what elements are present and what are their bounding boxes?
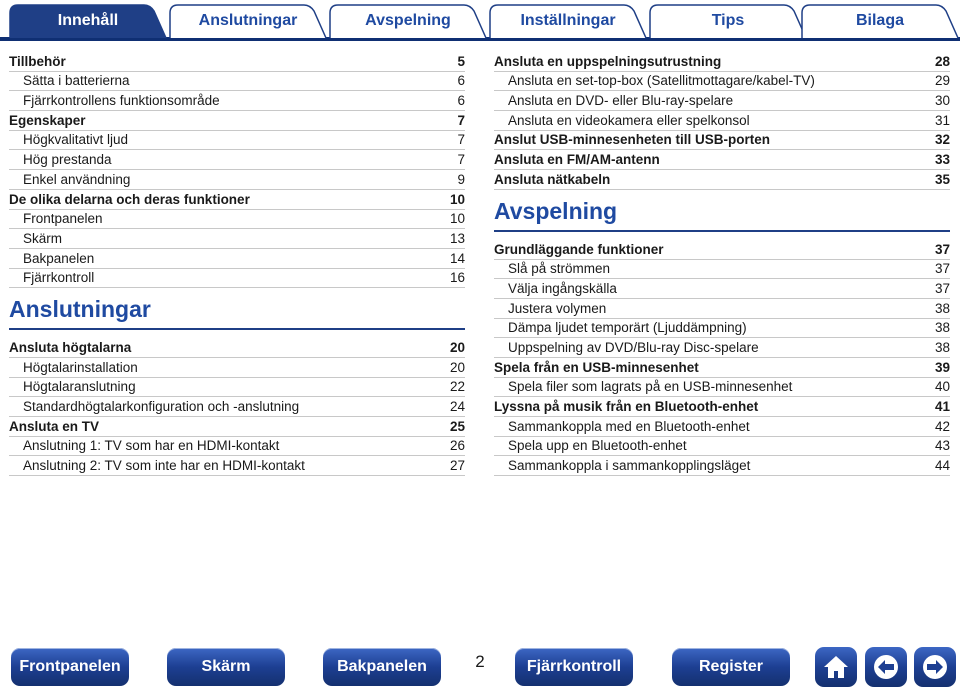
toc-entry-page: 16 — [449, 270, 465, 286]
toc-entry-skarm[interactable] — [9, 229, 465, 249]
toc-entry-uppspelning-av-dvd-blu-ray-disc-spelare[interactable] — [494, 338, 950, 358]
tab-label: Inställningar — [520, 11, 616, 29]
toc-entry-label: Hög prestanda — [23, 152, 112, 168]
toc-entry-ansluta-natkabeln[interactable] — [494, 170, 950, 190]
tab-label: Innehåll — [57, 11, 119, 29]
toc-entry-page: 38 — [934, 300, 950, 316]
toc-entry-page: 28 — [934, 53, 950, 69]
nav-button-frontpanelen[interactable]: Frontpanelen — [11, 648, 129, 686]
toc-entry-page: 20 — [449, 359, 465, 375]
toc-entry-label: De olika delarna och deras funktioner — [9, 191, 250, 207]
toc-entry-label: Ansluta en FM/AM-antenn — [494, 152, 660, 168]
toc-entry-fjarrkontroll[interactable] — [9, 269, 465, 289]
toc-entry-label: Spela från en USB-minnesenhet — [494, 359, 699, 375]
back-button[interactable] — [865, 647, 907, 687]
toc-entry-valja-ingangskalla[interactable] — [494, 279, 950, 299]
toc-entry-page: 39 — [934, 359, 950, 375]
tab-label: Bilaga — [855, 11, 904, 29]
toc-entry-page: 7 — [457, 132, 465, 148]
toc-entry-page: 24 — [449, 399, 465, 414]
nav-button-skarm[interactable]: Skärm — [167, 648, 285, 686]
toc-entry-ansluta-en-tv[interactable] — [9, 417, 465, 437]
toc-entry-spela-filer-som-lagrats-pa-en-usb-minnesenhet[interactable] — [494, 378, 950, 398]
toc-entry-label: Ansluta en videokamera eller spelkonsol — [508, 112, 750, 128]
toc-entry-label: Ansluta en set-top-box (Satellitmottagare/kabel-TV) — [508, 73, 815, 89]
toc-entry-ansluta-en-dvd-eller-blu-ray-spelare[interactable] — [494, 91, 950, 111]
toc-entry-ansluta-hogtalarna[interactable] — [9, 338, 465, 358]
toc-entry-hog-prestanda[interactable] — [9, 150, 465, 170]
toc-entry-label: Sammankoppla med en Bluetooth-enhet — [508, 418, 750, 434]
toc-entry-page: 6 — [457, 73, 465, 89]
toc-entry-label: Anslutning 1: TV som har en HDMI-kontakt — [23, 438, 280, 454]
toc-entry-label: Tillbehör — [9, 53, 66, 69]
toc-entry-label: Spela upp en Bluetooth-enhet — [508, 438, 687, 454]
toc-entry-page: 30 — [934, 93, 950, 109]
toc-entry-label: Fjärrkontroll — [23, 270, 95, 286]
toc-entry-label: Ansluta en DVD- eller Blu-ray-spelare — [508, 93, 734, 109]
toc-entry-hogkvalitativt-ljud[interactable] — [9, 131, 465, 151]
toc-entry-spela-fran-en-usb-minnesenhet[interactable] — [494, 358, 950, 378]
toc-entry-page: 41 — [934, 399, 950, 414]
toc-entry-satta-i-batterierna[interactable] — [9, 72, 465, 92]
toc-entry-label: Fjärrkontrollens funktionsområde — [23, 93, 220, 109]
page-number: 2 — [475, 652, 485, 671]
tab-anslutningar[interactable] — [168, 3, 328, 38]
section-title-anslutningar: Anslutningar — [9, 288, 465, 330]
toc-entry-page: 9 — [457, 171, 465, 187]
toc-entry-page: 44 — [934, 458, 950, 474]
toc-entry-label: Ansluta en uppspelningsutrustning — [494, 53, 722, 69]
toc-right-column — [494, 52, 950, 476]
toc-entry-page: 10 — [449, 191, 465, 207]
toc-entry-label: Sätta i batterierna — [23, 73, 130, 89]
toc-entry-label: Ansluta nätkabeln — [494, 171, 611, 187]
toc-entry-page: 7 — [457, 112, 465, 128]
toc-entry-label: Högkvalitativt ljud — [23, 132, 129, 148]
toc-entry-label: Högtalaranslutning — [23, 379, 136, 395]
toc-entry-page: 37 — [934, 241, 950, 257]
toc-entry-page: 35 — [934, 171, 950, 187]
nav-button-bakpanelen[interactable]: Bakpanelen — [323, 648, 441, 686]
nav-button-fjarrkontroll[interactable]: Fjärrkontroll — [515, 648, 633, 686]
toc-entry-page: 33 — [934, 152, 950, 168]
toc-entry-page: 10 — [449, 211, 465, 227]
toc-entry-label: Egenskaper — [9, 112, 86, 128]
toc-entry-anslut-usb-minnesenheten-till-usb-porten[interactable] — [494, 131, 950, 151]
toc-entry-page: 13 — [449, 230, 465, 246]
toc-entry-fjarrkontrollens-funktionsomrade[interactable] — [9, 91, 465, 111]
toc-entry-page: 32 — [934, 132, 950, 148]
toc-entry-hogtalaranslutning[interactable] — [9, 378, 465, 398]
toc-entry-page: 20 — [449, 339, 465, 355]
toc-entry-tillbehor[interactable] — [9, 52, 465, 72]
toc-entry-enkel-anvandning[interactable] — [9, 170, 465, 190]
tab-avspelning[interactable] — [328, 3, 488, 38]
section-title-avspelning: Avspelning — [494, 190, 950, 232]
toc-entry-page: 14 — [449, 250, 465, 266]
toc-entry-page: 22 — [449, 379, 465, 395]
toc-entry-grundlaggande-funktioner[interactable] — [494, 240, 950, 260]
toc-entry-page: 38 — [934, 320, 950, 336]
toc-entry-page: 6 — [457, 93, 465, 109]
home-button[interactable] — [815, 647, 857, 687]
toc-left-column — [9, 52, 465, 476]
toc-entry-label: Skärm — [23, 230, 63, 246]
nav-button-register[interactable]: Register — [672, 648, 790, 686]
toc-entry-anslutning-1-tv-som-har-en-hdmi-kontakt[interactable] — [9, 437, 465, 457]
toc-entry-page: 5 — [457, 53, 465, 69]
toc-entry-page: 42 — [934, 418, 950, 434]
home-icon — [821, 653, 851, 681]
toc-entry-label: Välja ingångskälla — [508, 280, 617, 296]
toc-entry-ansluta-en-videokamera-eller-spelkonsol[interactable] — [494, 111, 950, 131]
tab-bar — [0, 0, 960, 42]
toc-entry-page: 27 — [449, 458, 465, 474]
toc-entry-ansluta-en-uppspelningsutrustning[interactable] — [494, 52, 950, 72]
toc-entry-page: 26 — [449, 438, 465, 454]
toc-entry-de-olika-delarna-och-deras-funktioner[interactable] — [9, 190, 465, 210]
toc-entry-label: Bakpanelen — [23, 250, 95, 266]
toc-entry-page: 7 — [457, 152, 465, 168]
toc-entry-ansluta-en-fm-am-antenn[interactable] — [494, 150, 950, 170]
tab-innehall[interactable] — [8, 3, 168, 38]
arrow-right-icon — [919, 654, 951, 680]
forward-button[interactable] — [914, 647, 956, 687]
tab-label: Tips — [711, 11, 745, 29]
toc-entry-sammankoppla-med-en-bluetooth-enhet[interactable] — [494, 417, 950, 437]
tab-bilaga[interactable] — [800, 3, 960, 38]
toc-entry-label: Slå på strömmen — [508, 261, 611, 277]
toc-entry-bakpanelen[interactable] — [9, 249, 465, 269]
toc-entry-page: 37 — [934, 261, 950, 277]
toc-entry-label: Spela filer som lagrats på en USB-minnesenhet — [508, 379, 793, 395]
toc-entry-standardhogtalarkonfiguration-och-anslutning[interactable] — [9, 397, 465, 417]
tab-tips[interactable] — [648, 3, 808, 38]
tab-installningar[interactable] — [488, 3, 648, 38]
tab-label: Avspelning — [365, 11, 451, 29]
toc-entry-lyssna-pa-musik-fran-en-bluetooth-enhet[interactable] — [494, 397, 950, 417]
toc-entry-label: Dämpa ljudet temporärt (Ljuddämpning) — [508, 320, 747, 336]
toc-entry-sla-pa-strommen[interactable] — [494, 260, 950, 280]
toc-entry-label: Ansluta högtalarna — [9, 339, 132, 355]
toc-entry-page: 43 — [934, 438, 950, 454]
toc-entry-label: Ansluta en TV — [9, 418, 100, 434]
toc-entry-ansluta-en-set-top-box-satellitmottagare-kabel-tv[interactable] — [494, 72, 950, 92]
toc-entry-label: Justera volymen — [508, 300, 607, 316]
toc-entry-label: Grundläggande funktioner — [494, 241, 664, 257]
toc-entry-label: Högtalarinstallation — [23, 359, 138, 375]
toc-entry-frontpanelen[interactable] — [9, 210, 465, 230]
toc-entry-label: Enkel användning — [23, 171, 131, 187]
toc-entry-page: 29 — [934, 73, 950, 89]
toc-entry-page: 25 — [449, 418, 465, 434]
toc-entry-label: Frontpanelen — [23, 211, 103, 227]
toc-entry-label: Anslutning 2: TV som inte har en HDMI-kontakt — [23, 458, 305, 474]
toc-entry-sammankoppla-i-sammankopplingslaget[interactable] — [494, 456, 950, 476]
toc-entry-hogtalarinstallation[interactable] — [9, 358, 465, 378]
toc-entry-egenskaper[interactable] — [9, 111, 465, 131]
toc-entry-anslutning-2-tv-som-inte-har-en-hdmi-kontakt[interactable] — [9, 456, 465, 476]
toc-entry-label: Sammankoppla i sammankopplingsläget — [508, 458, 751, 474]
toc-entry-page: 38 — [934, 339, 950, 355]
arrow-left-icon — [870, 654, 902, 680]
toc-entry-page: 31 — [934, 112, 950, 128]
toc-entry-label: Standardhögtalarkonfiguration och -anslutning — [23, 399, 300, 414]
toc-entry-label: Anslut USB-minnesenheten till USB-porten — [494, 132, 771, 148]
toc-entry-label: Uppspelning av DVD/Blu-ray Disc-spelare — [508, 339, 759, 355]
toc-entry-spela-upp-en-bluetooth-enhet[interactable] — [494, 437, 950, 457]
toc-entry-label: Lyssna på musik från en Bluetooth-enhet — [494, 399, 759, 414]
toc-entry-page: 37 — [934, 280, 950, 296]
toc-entry-justera-volymen[interactable] — [494, 299, 950, 319]
toc-entry-dampa-ljudet-temporart-ljuddampning[interactable] — [494, 319, 950, 339]
toc-entry-page: 40 — [934, 379, 950, 395]
tab-label: Anslutningar — [198, 11, 298, 29]
